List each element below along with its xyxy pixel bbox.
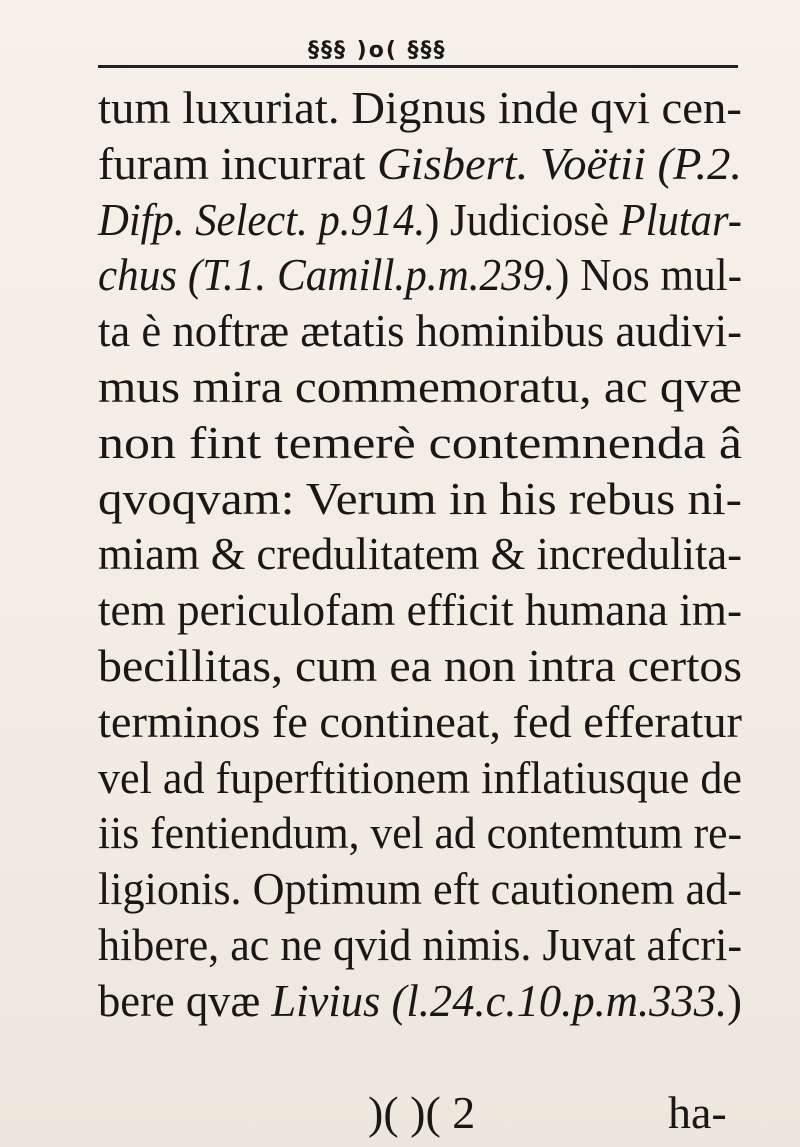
page-header <box>98 38 738 70</box>
italic-segment: Difp. Select. p.914. <box>98 193 426 245</box>
italic-segment: chus (T.1. Camill.p.m.239. <box>98 249 556 301</box>
text-segment: iis fentiendum, vel ad contemtum re- <box>98 807 742 859</box>
text-line <box>98 192 748 248</box>
text-line <box>98 247 748 303</box>
text-line <box>98 861 748 917</box>
text-segment: tem periculofam efficit humana im- <box>98 584 742 636</box>
text-line <box>98 638 748 694</box>
text-line <box>98 526 748 582</box>
text-segment: ) Nos mul- <box>555 249 742 301</box>
text-line <box>98 415 748 471</box>
catchword: ha- <box>668 1087 727 1138</box>
signature-mark: )( )( 2 <box>368 1087 476 1138</box>
text-line <box>98 359 748 415</box>
text-line <box>98 80 748 136</box>
text-segment: vel ad fuperftitionem inflatiusque de <box>98 751 742 803</box>
text-segment: ) Judiciosè <box>425 193 620 245</box>
text-segment: bere qvæ <box>98 974 272 1026</box>
text-segment: hibere, ac ne qvid nimis. Juvat afcri- <box>98 918 742 970</box>
text-segment: becillitas, cum ea non intra certos <box>98 639 742 691</box>
text-segment: ) <box>727 974 742 1026</box>
text-line <box>98 303 748 359</box>
text-line <box>98 750 748 806</box>
text-segment: ta è noftræ ætatis hominibus audivi- <box>98 305 742 357</box>
text-segment: non fint temerè contemnenda â <box>98 416 742 468</box>
text-segment: tum luxuriat. Dignus inde qvi cen- <box>98 82 742 133</box>
text-line <box>98 694 748 750</box>
italic-segment: Plutar- <box>619 193 742 245</box>
text-line <box>98 136 748 192</box>
page-footer <box>98 1085 748 1141</box>
header-ornament: §§§ )o( §§§ <box>308 38 447 63</box>
text-segment: furam incurrat <box>98 137 378 189</box>
italic-segment: Gisbert. Voëtii (P.2. <box>377 137 742 189</box>
text-line <box>98 582 748 638</box>
text-segment: terminos fe contineat, fed efferatur <box>98 695 742 747</box>
text-segment: miam & credulitatem & incredulita- <box>98 528 742 580</box>
text-line <box>98 805 748 861</box>
text-line <box>98 917 748 973</box>
italic-segment: Livius (l.24.c.10.p.m.333. <box>271 974 728 1026</box>
text-segment: ligionis. Optimum eft cautionem ad- <box>98 863 742 915</box>
body-text <box>98 80 748 1029</box>
text-line <box>98 471 748 527</box>
text-segment: qvoqvam: Verum in his rebus ni- <box>98 472 742 524</box>
text-line <box>98 973 748 1029</box>
header-rule <box>98 65 738 68</box>
text-segment: mus mira commemoratu, ac qvæ <box>98 360 742 412</box>
